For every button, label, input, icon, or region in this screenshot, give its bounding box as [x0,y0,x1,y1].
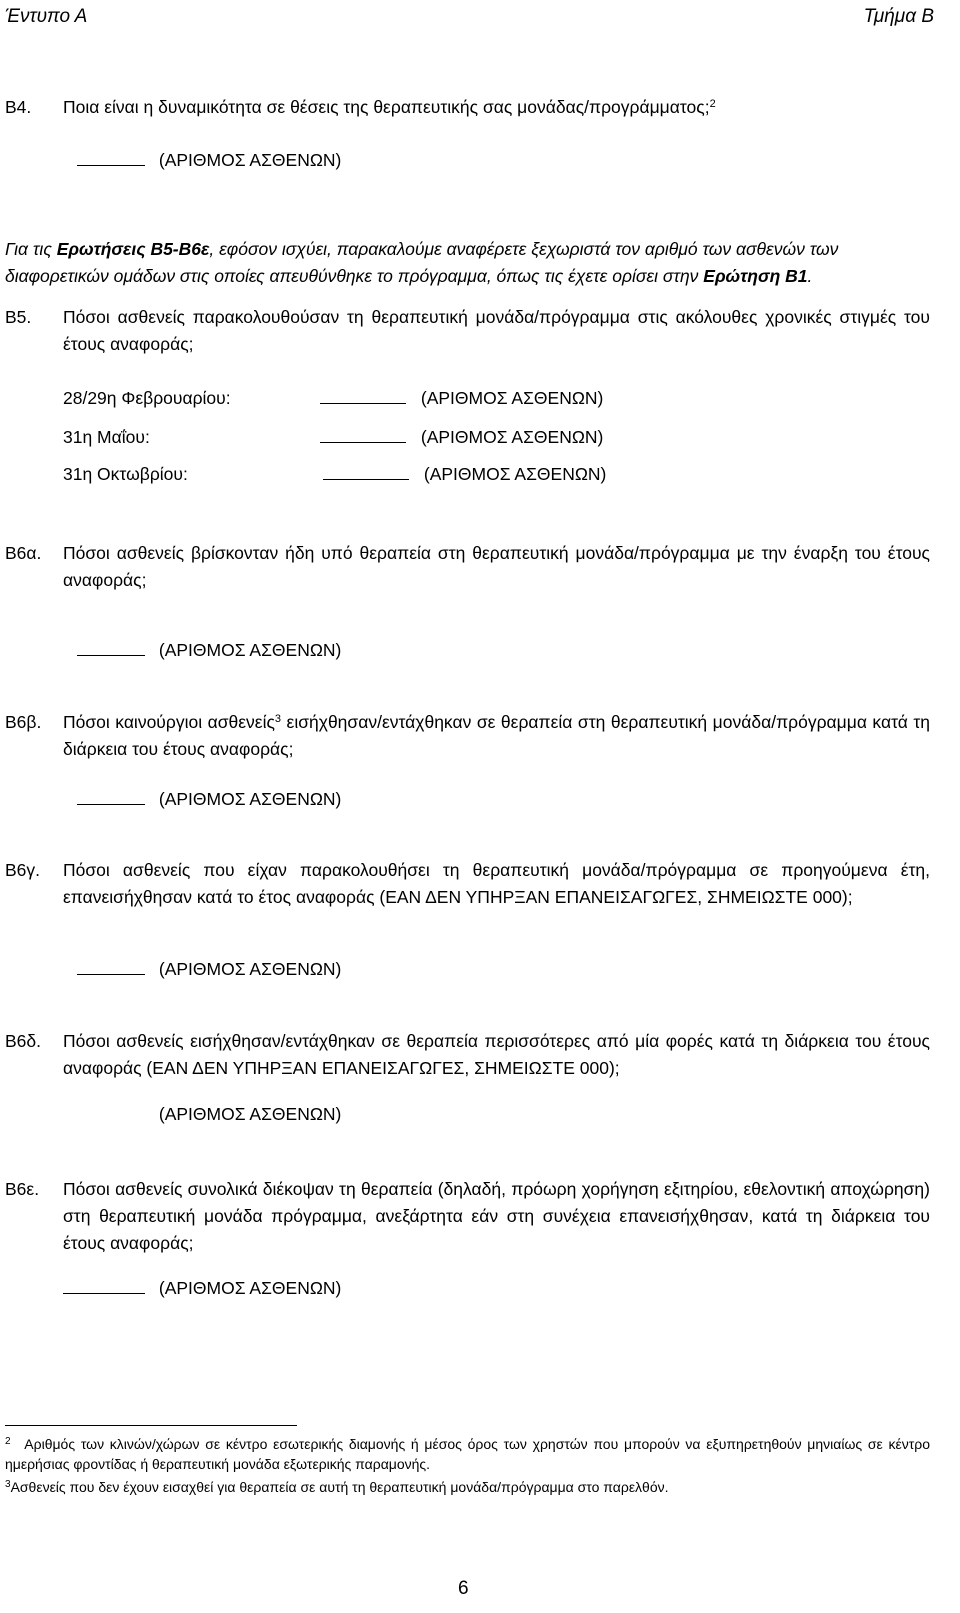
answer-blank[interactable] [77,638,145,656]
answer-b6e [63,1276,341,1300]
answer-blank[interactable] [63,1276,145,1294]
answer-b6b [77,787,341,811]
answer-unit-label: (ΑΡΙΘΜΟΣ ΑΣΘΕΝΩΝ) [158,1278,342,1298]
answer-unit-label: (ΑΡΙΘΜΟΣ ΑΣΘΕΝΩΝ) [158,789,342,809]
answer-unit-label: (ΑΡΙΘΜΟΣ ΑΣΘΕΝΩΝ) [158,1104,342,1124]
question-b6d [5,1028,930,1082]
answer-blank[interactable] [320,425,406,443]
answer-unit-label: (ΑΡΙΘΜΟΣ ΑΣΘΕΝΩΝ) [420,427,604,447]
date-row-february [63,386,231,410]
answer-blank[interactable] [323,462,409,480]
question-text: Πόσοι ασθενείς που είχαν παρακολουθήσει τη θεραπευτική μονάδα/πρόγραμμα σε προηγούμενα έτη, επανεισήχθησαν κατά το έτος αναφοράς (ΕΑΝ ΔΕΝ ΥΠΗΡΞΑΝ ΕΠΑΝΕΙΣΑΓΩΓΕΣ, ΣΗΜΕΙΩΣΤΕ 000); [63,860,930,907]
footnote-2 [5,1434,930,1474]
footnote-ref: 3 [274,713,282,725]
question-label: Β4. [5,97,32,117]
answer-may [320,425,603,449]
answer-blank[interactable] [63,1102,145,1120]
answer-b6d [63,1102,341,1126]
question-text: Πόσοι ασθενείς βρίσκονταν ήδη υπό θεραπεία στη θεραπευτική μονάδα/πρόγραμμα με την έναρξη του έτους αναφοράς; [63,543,930,590]
date-row-october [63,462,188,486]
answer-unit-label: (ΑΡΙΘΜΟΣ ΑΣΘΕΝΩΝ) [158,640,342,660]
question-b4 [5,94,930,121]
footnote-ref: 2 [709,98,716,110]
answer-february [320,386,603,410]
footnote-number: 2 [5,1436,11,1447]
answer-b6a [77,638,341,662]
footnote-number: 3 [5,1479,11,1490]
question-label: Β6β. [5,712,42,732]
intro-text: , εφόσον ισχύει, παρακαλούμε αναφέρετε ξεχωριστά τον αριθμό των ασθενών των διαφορετικών ομάδων στις οποίες απευθύνθηκε το πρόγραμμα, όπως τις έχετε ορίσει στην [5,239,839,286]
question-text: Πόσοι ασθενείς συνολικά διέκοψαν τη θεραπεία (δηλαδή, πρόωρη χορήγηση εξιτηρίου, εθελοντική αποχώρηση) στη θεραπευτική μονάδα πρόγραμμα, ανεξάρτητα εάν στη συνέχεια επανεισήχθησαν, κατά τη διάρκεια του έτους αναφοράς; [63,1179,930,1253]
intro-text: Για τις [5,239,57,259]
date-label: 31η Μαΐου: [63,427,150,447]
question-b6g [5,857,930,911]
footnote-text: Ασθενείς που δεν έχουν εισαχθεί για θεραπεία σε αυτή τη θεραπευτική μονάδα/πρόγραμμα στο παρελθόν. [10,1479,669,1495]
date-label: 28/29η Φεβρουαρίου: [63,388,231,408]
date-label: 31η Οκτωβρίου: [63,464,188,484]
answer-b6g [77,957,341,981]
question-text: Πόσοι ασθενείς παρακολουθούσαν τη θεραπευτική μονάδα/πρόγραμμα στις ακόλουθες χρονικές στιγμές του έτους αναφοράς; [63,307,930,354]
answer-blank[interactable] [77,148,145,166]
question-label: Β6γ. [5,860,41,880]
question-text: εισήχθησαν/εντάχθηκαν σε θεραπεία στη θεραπευτική μονάδα/πρόγραμμα κατά τη διάρκεια του έτους αναφοράς; [63,712,930,759]
instructions-paragraph [5,236,935,290]
answer-b4 [77,148,341,172]
answer-unit-label: (ΑΡΙΘΜΟΣ ΑΣΘΕΝΩΝ) [158,959,342,979]
intro-text: . [807,266,813,286]
intro-bold: Ερωτήσεις Β5-Β6ε [56,239,210,259]
answer-unit-label: (ΑΡΙΘΜΟΣ ΑΣΘΕΝΩΝ) [158,150,342,170]
answer-blank[interactable] [77,787,145,805]
header-section-label: Τμήμα Β [863,6,934,27]
answer-blank[interactable] [320,386,406,404]
question-label: Β6δ. [5,1031,42,1051]
footnote-text: Αριθμός των κλινών/χώρων σε κέντρο εσωτερικής διαμονής ή μέσος όρος των χρηστών που μπορούν να εξυπηρετηθούν μηνιαίως σε κέντρο ημερήσιας φροντίδας ή θεραπευτική μονάδα εξωτερικής παραμονής. [5,1436,931,1472]
header-form-label: Έντυπο Α [5,6,88,27]
answer-unit-label: (ΑΡΙΘΜΟΣ ΑΣΘΕΝΩΝ) [420,388,604,408]
page-number: 6 [458,1578,469,1599]
answer-october [323,462,606,486]
question-label: Β5. [5,307,32,327]
question-b6b [5,709,930,763]
question-label: Β6ε. [5,1179,40,1199]
question-text: Πόσοι ασθενείς εισήχθησαν/εντάχθηκαν σε θεραπεία περισσότερες από μία φορές κατά τη διάρκεια του έτους αναφοράς (ΕΑΝ ΔΕΝ ΥΠΗΡΞΑΝ ΕΠΑΝΕΙΣΑΓΩΓΕΣ, ΣΗΜΕΙΩΣΤΕ 000); [63,1031,930,1078]
question-label: Β6α. [5,543,42,563]
footnote-divider [5,1425,297,1426]
intro-bold: Ερώτηση Β1 [703,266,808,286]
answer-blank[interactable] [77,957,145,975]
footnote-3 [5,1477,930,1497]
question-text: Πόσοι καινούργιοι ασθενείς [63,712,275,732]
question-b5 [5,304,930,358]
answer-unit-label: (ΑΡΙΘΜΟΣ ΑΣΘΕΝΩΝ) [423,464,607,484]
question-b6a [5,540,930,594]
question-b6e [5,1176,930,1257]
date-row-may [63,425,150,449]
question-text: Ποια είναι η δυναμικότητα σε θέσεις της θεραπευτικής σας μονάδας/προγράμματος; [63,97,710,117]
